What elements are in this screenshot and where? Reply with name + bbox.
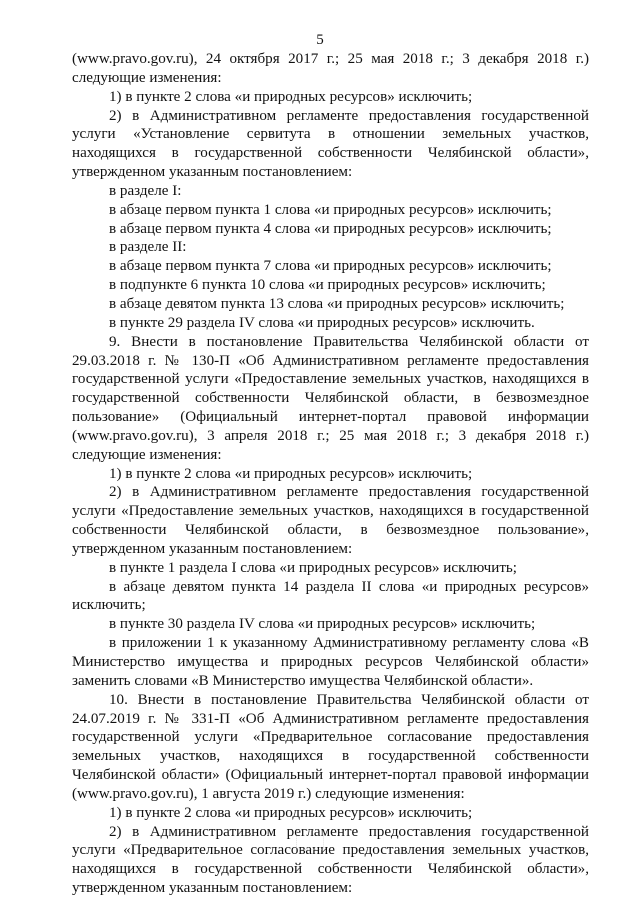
paragraph: в абзаце девятом пункта 14 раздела II слова «и природных ресурсов» исключить; <box>72 578 589 614</box>
paragraph: в приложении 1 к указанному Административному регламенту слова «В Министерство имущества и природных ресурсов Челябинской области» заменить словами «В Министерство имущества Челябинской области». <box>72 635 589 689</box>
paragraph: в пункте 1 раздела I слова «и природных ресурсов» исключить; <box>109 559 517 576</box>
paragraph: в разделе I: <box>109 182 182 199</box>
paragraph: (www.pravo.gov.ru), 24 октября 2017 г.; 25 мая 2018 г.; 3 декабря 2018 г.) следующие изменения: <box>72 51 589 86</box>
paragraph: 1) в пункте 2 слова «и природных ресурсов» исключить; <box>109 465 473 482</box>
paragraph: в абзаце первом пункта 7 слова «и природных ресурсов» исключить; <box>109 258 552 275</box>
paragraph: 1) в пункте 2 слова «и природных ресурсов» исключить; <box>109 88 473 105</box>
paragraph: в пункте 29 раздела IV слова «и природных ресурсов» исключить. <box>109 314 535 331</box>
paragraph: в абзаце первом пункта 4 слова «и природных ресурсов» исключить; <box>109 220 552 237</box>
scan-artifact <box>296 830 324 850</box>
paragraph: в абзаце первом пункта 1 слова «и природных ресурсов» исключить; <box>109 201 552 218</box>
paragraph: 2) в Административном регламенте предоставления государственной услуги «Предварительное согласование предоставления земельных участков, находящихся в государственной собственности Челябинской области», утвержденном указанным постановлением: <box>72 823 589 897</box>
paragraph: в подпункте 6 пункта 10 слова «и природных ресурсов» исключить; <box>109 277 546 294</box>
paragraph: в разделе II: <box>109 239 187 256</box>
paragraph: 2) в Административном регламенте предоставления государственной услуги «Предоставление земельных участков, находящихся в государственной собственности Челябинской области, в безвозмездное пользование», утвержденном указанным постановлением: <box>72 484 589 557</box>
paragraph: в абзаце девятом пункта 13 слова «и природных ресурсов» исключить; <box>109 295 565 312</box>
paragraph: 10. Внести в постановление Правительства Челябинской области от 24.07.2019 г. № 331-П «Об Административном регламенте предоставления государственной услуги «Предварительное согласование предоставления земельных участков, находящихся в государственной собственности Челябинской области» (Официальный интернет-портал правовой информации (www.pravo.gov.ru), 1 августа 2019 г.) следующие изменения: <box>72 691 589 802</box>
paragraph: 2) в Административном регламенте предоставления государственной услуги «Установление сервитута в отношении земельных участков, находящихся в государственной собственности Челябинской области», утвержденном указанным постановлением: <box>72 107 589 181</box>
document-body <box>72 50 589 898</box>
paragraph: в пункте 30 раздела IV слова «и природных ресурсов» исключить; <box>109 616 536 633</box>
page-number: 5 <box>316 32 324 48</box>
paragraph: 1) в пункте 2 слова «и природных ресурсов» исключить; <box>109 804 473 821</box>
paragraph: 9. Внести в постановление Правительства Челябинской области от 29.03.2018 г. № 130-П «Об Административном регламенте предоставления государственной услуги «Предоставление земельных участков, находящихся в государственной собственности Челябинской области, в безвозмездное пользование» (Официальный интернет-портал правовой информации (www.pravo.gov.ru), 3 апреля 2018 г.; 25 мая 2018 г.; 3 декабря 2018 г.) следующие изменения: <box>72 333 589 463</box>
